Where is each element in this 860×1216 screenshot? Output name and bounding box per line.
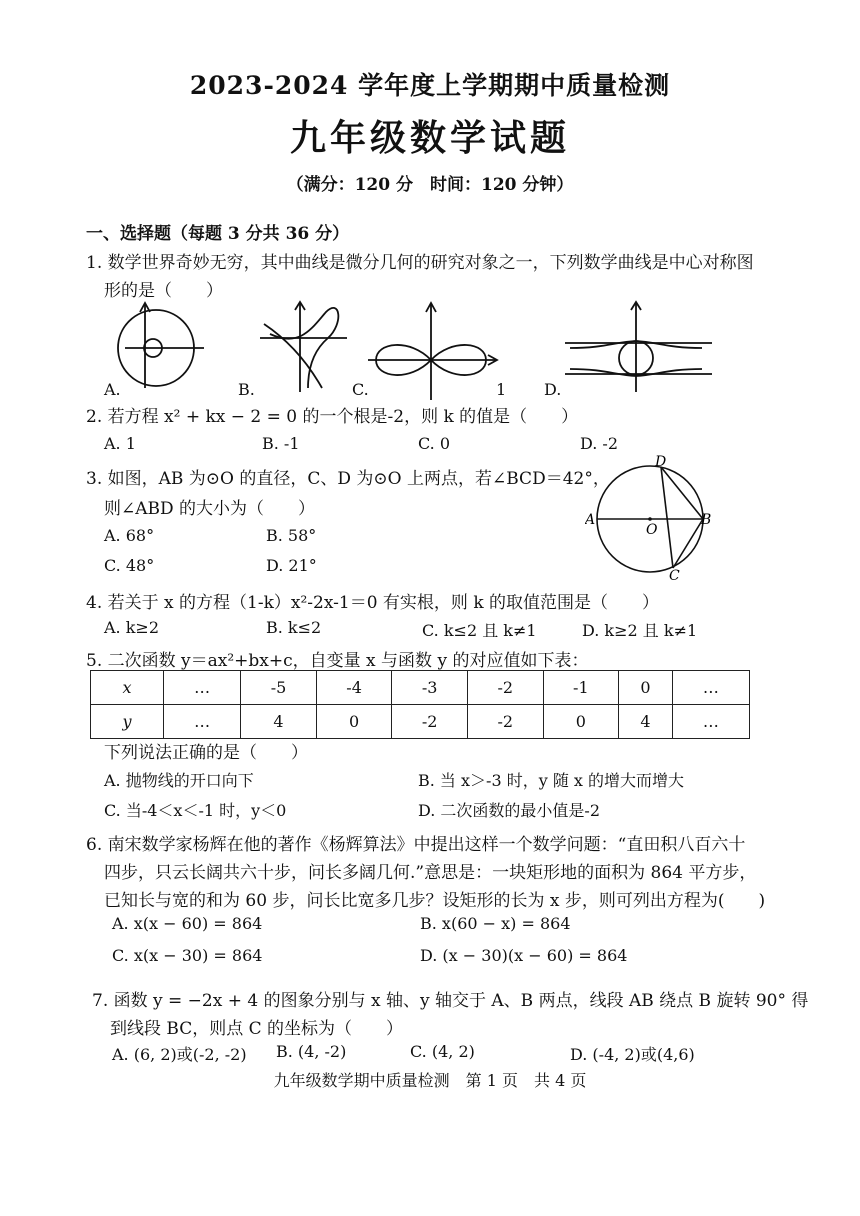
table-cell: …: [672, 671, 749, 705]
q6-option-a: A. x(x − 60) = 864: [112, 914, 263, 933]
page-footer: 九年级数学期中质量检测 第 1 页 共 4 页: [273, 1071, 587, 1090]
exam-period-title: 2023-2024 学年度上学期期中质量检测: [189, 71, 671, 100]
chord-dc: [661, 467, 673, 568]
q2-option-b: B. -1: [262, 434, 300, 453]
q6-stem-line2: 四步，只云长阔共六十步，问长多阔几何.”意思是：一块矩形地的面积为 864 平方步，: [104, 863, 757, 883]
curve-figure-c: [368, 303, 497, 400]
table-cell: …: [672, 705, 749, 739]
q5-option-a: A. 抛物线的开口向下: [104, 771, 254, 790]
q1-curve-figures: [100, 298, 720, 400]
table-row-x: [91, 671, 750, 705]
q2-option-c: C. 0: [418, 434, 451, 453]
q5-value-table: [90, 670, 750, 739]
q5-prompt: 下列说法正确的是（ ）: [104, 743, 308, 763]
table-cell: 0: [619, 671, 673, 705]
exam-subject-title: 九年级数学试题: [289, 117, 570, 159]
q7-option-d: D. (-4, 2)或(4,6): [570, 1045, 695, 1064]
q1-label-a: A.: [104, 380, 121, 399]
q5-stem: 5. 二次函数 y＝ax²+bx+c，自变量 x 与函数 y 的对应值如下表：: [86, 651, 589, 671]
q3-option-b: B. 58°: [266, 526, 317, 545]
point-d-label: D: [655, 454, 667, 470]
table-cell: -2: [467, 671, 543, 705]
q3-option-a: A. 68°: [104, 526, 155, 545]
q4-stem: 4. 若关于 x 的方程（1-k）x²-2x-1＝0 有实根，则 k 的取值范围是（ ）: [86, 593, 660, 613]
q5-option-c: C. 当-4＜x＜-1 时，y＜0: [104, 801, 287, 820]
q2-stem: 2. 若方程 x² + kx − 2 = 0 的一个根是-2，则 k 的值是（ ）: [86, 407, 579, 427]
q3-option-d: D. 21°: [266, 556, 317, 575]
q4-option-c: C. k≤2 且 k≠1: [422, 621, 537, 640]
table-cell: -4: [316, 671, 392, 705]
table-row-y: [91, 705, 750, 739]
table-header-y: y: [91, 705, 164, 739]
table-header-x: x: [91, 671, 164, 705]
point-o-label: O: [646, 522, 658, 538]
q1-label-d: D.: [544, 380, 562, 399]
curve-figure-b: [260, 302, 347, 392]
q6-stem-line1: 6. 南宋数学家杨辉在他的著作《杨辉算法》中提出这样一个数学问题：“直田积八百六十: [86, 835, 746, 855]
q7-option-a: A. (6, 2)或(-2, -2): [112, 1045, 247, 1064]
table-cell: 0: [543, 705, 619, 739]
table-cell: -1: [543, 671, 619, 705]
q4-option-a: A. k≥2: [104, 618, 160, 637]
q1-stem-line1: 1. 数学世界奇妙无穷，其中曲线是微分几何的研究对象之一，下列数学曲线是中心对称图: [86, 253, 754, 273]
q7-option-c: C. (4, 2): [410, 1042, 475, 1061]
q1-label-b: B.: [238, 380, 255, 399]
curve-figure-d: [565, 302, 712, 392]
curve-figure-a: [118, 303, 204, 388]
q4-option-b: B. k≤2: [266, 618, 322, 637]
table-cell: -3: [392, 671, 468, 705]
point-b-label: B: [701, 512, 712, 528]
table-cell: 0: [316, 705, 392, 739]
q4-option-d: D. k≥2 且 k≠1: [582, 621, 698, 640]
section-title: 一、选择题（每题 3 分共 36 分）: [86, 224, 350, 244]
q6-stem-line3: 已知长与宽的和为 60 步，问长比宽多几步？设矩形的长为 x 步，则可列出方程为( ): [104, 891, 766, 911]
q1-stem-line2: 形的是（ ）: [104, 281, 223, 301]
q5-option-b: B. 当 x＞-3 时，y 随 x 的增大而增大: [418, 771, 685, 790]
table-cell: -5: [241, 671, 317, 705]
q7-stem-line2: 到线段 BC，则点 C 的坐标为（ ）: [110, 1019, 404, 1039]
table-cell: 4: [241, 705, 317, 739]
table-cell: …: [164, 671, 241, 705]
point-c-label: C: [669, 568, 680, 580]
q3-stem-line2: 则∠ABD 的大小为（ ）: [104, 499, 316, 519]
table-cell: -2: [467, 705, 543, 739]
q7-stem-line1: 7. 函数 y = −2x + 4 的图象分别与 x 轴、y 轴交于 A、B 两点，线段 AB 绕点 B 旋转 90° 得: [92, 991, 809, 1011]
table-cell: -2: [392, 705, 468, 739]
q5-option-d: D. 二次函数的最小值是-2: [418, 801, 601, 820]
q3-stem-line1: 3. 如图，AB 为⊙O 的直径，C、D 为⊙O 上两点，若∠BCD＝42°，: [86, 469, 610, 489]
q7-option-b: B. (4, -2): [276, 1042, 347, 1061]
q6-option-b: B. x(60 − x) = 864: [420, 914, 571, 933]
chord-bc: [673, 519, 703, 568]
table-cell: 4: [619, 705, 673, 739]
exam-score-time: （满分：120 分 时间：120 分钟）: [286, 175, 574, 195]
table-cell: …: [164, 705, 241, 739]
q6-option-c: C. x(x − 30) = 864: [112, 946, 263, 965]
q1-extra-mark: 1: [496, 380, 507, 399]
q1-label-c: C.: [352, 380, 369, 399]
q2-option-d: D. -2: [580, 434, 619, 453]
q2-option-a: A. 1: [104, 434, 136, 453]
q3-option-c: C. 48°: [104, 556, 155, 575]
point-a-label: A: [585, 512, 596, 528]
q6-option-d: D. (x − 30)(x − 60) = 864: [420, 946, 628, 965]
q3-circle-figure: [585, 452, 720, 580]
